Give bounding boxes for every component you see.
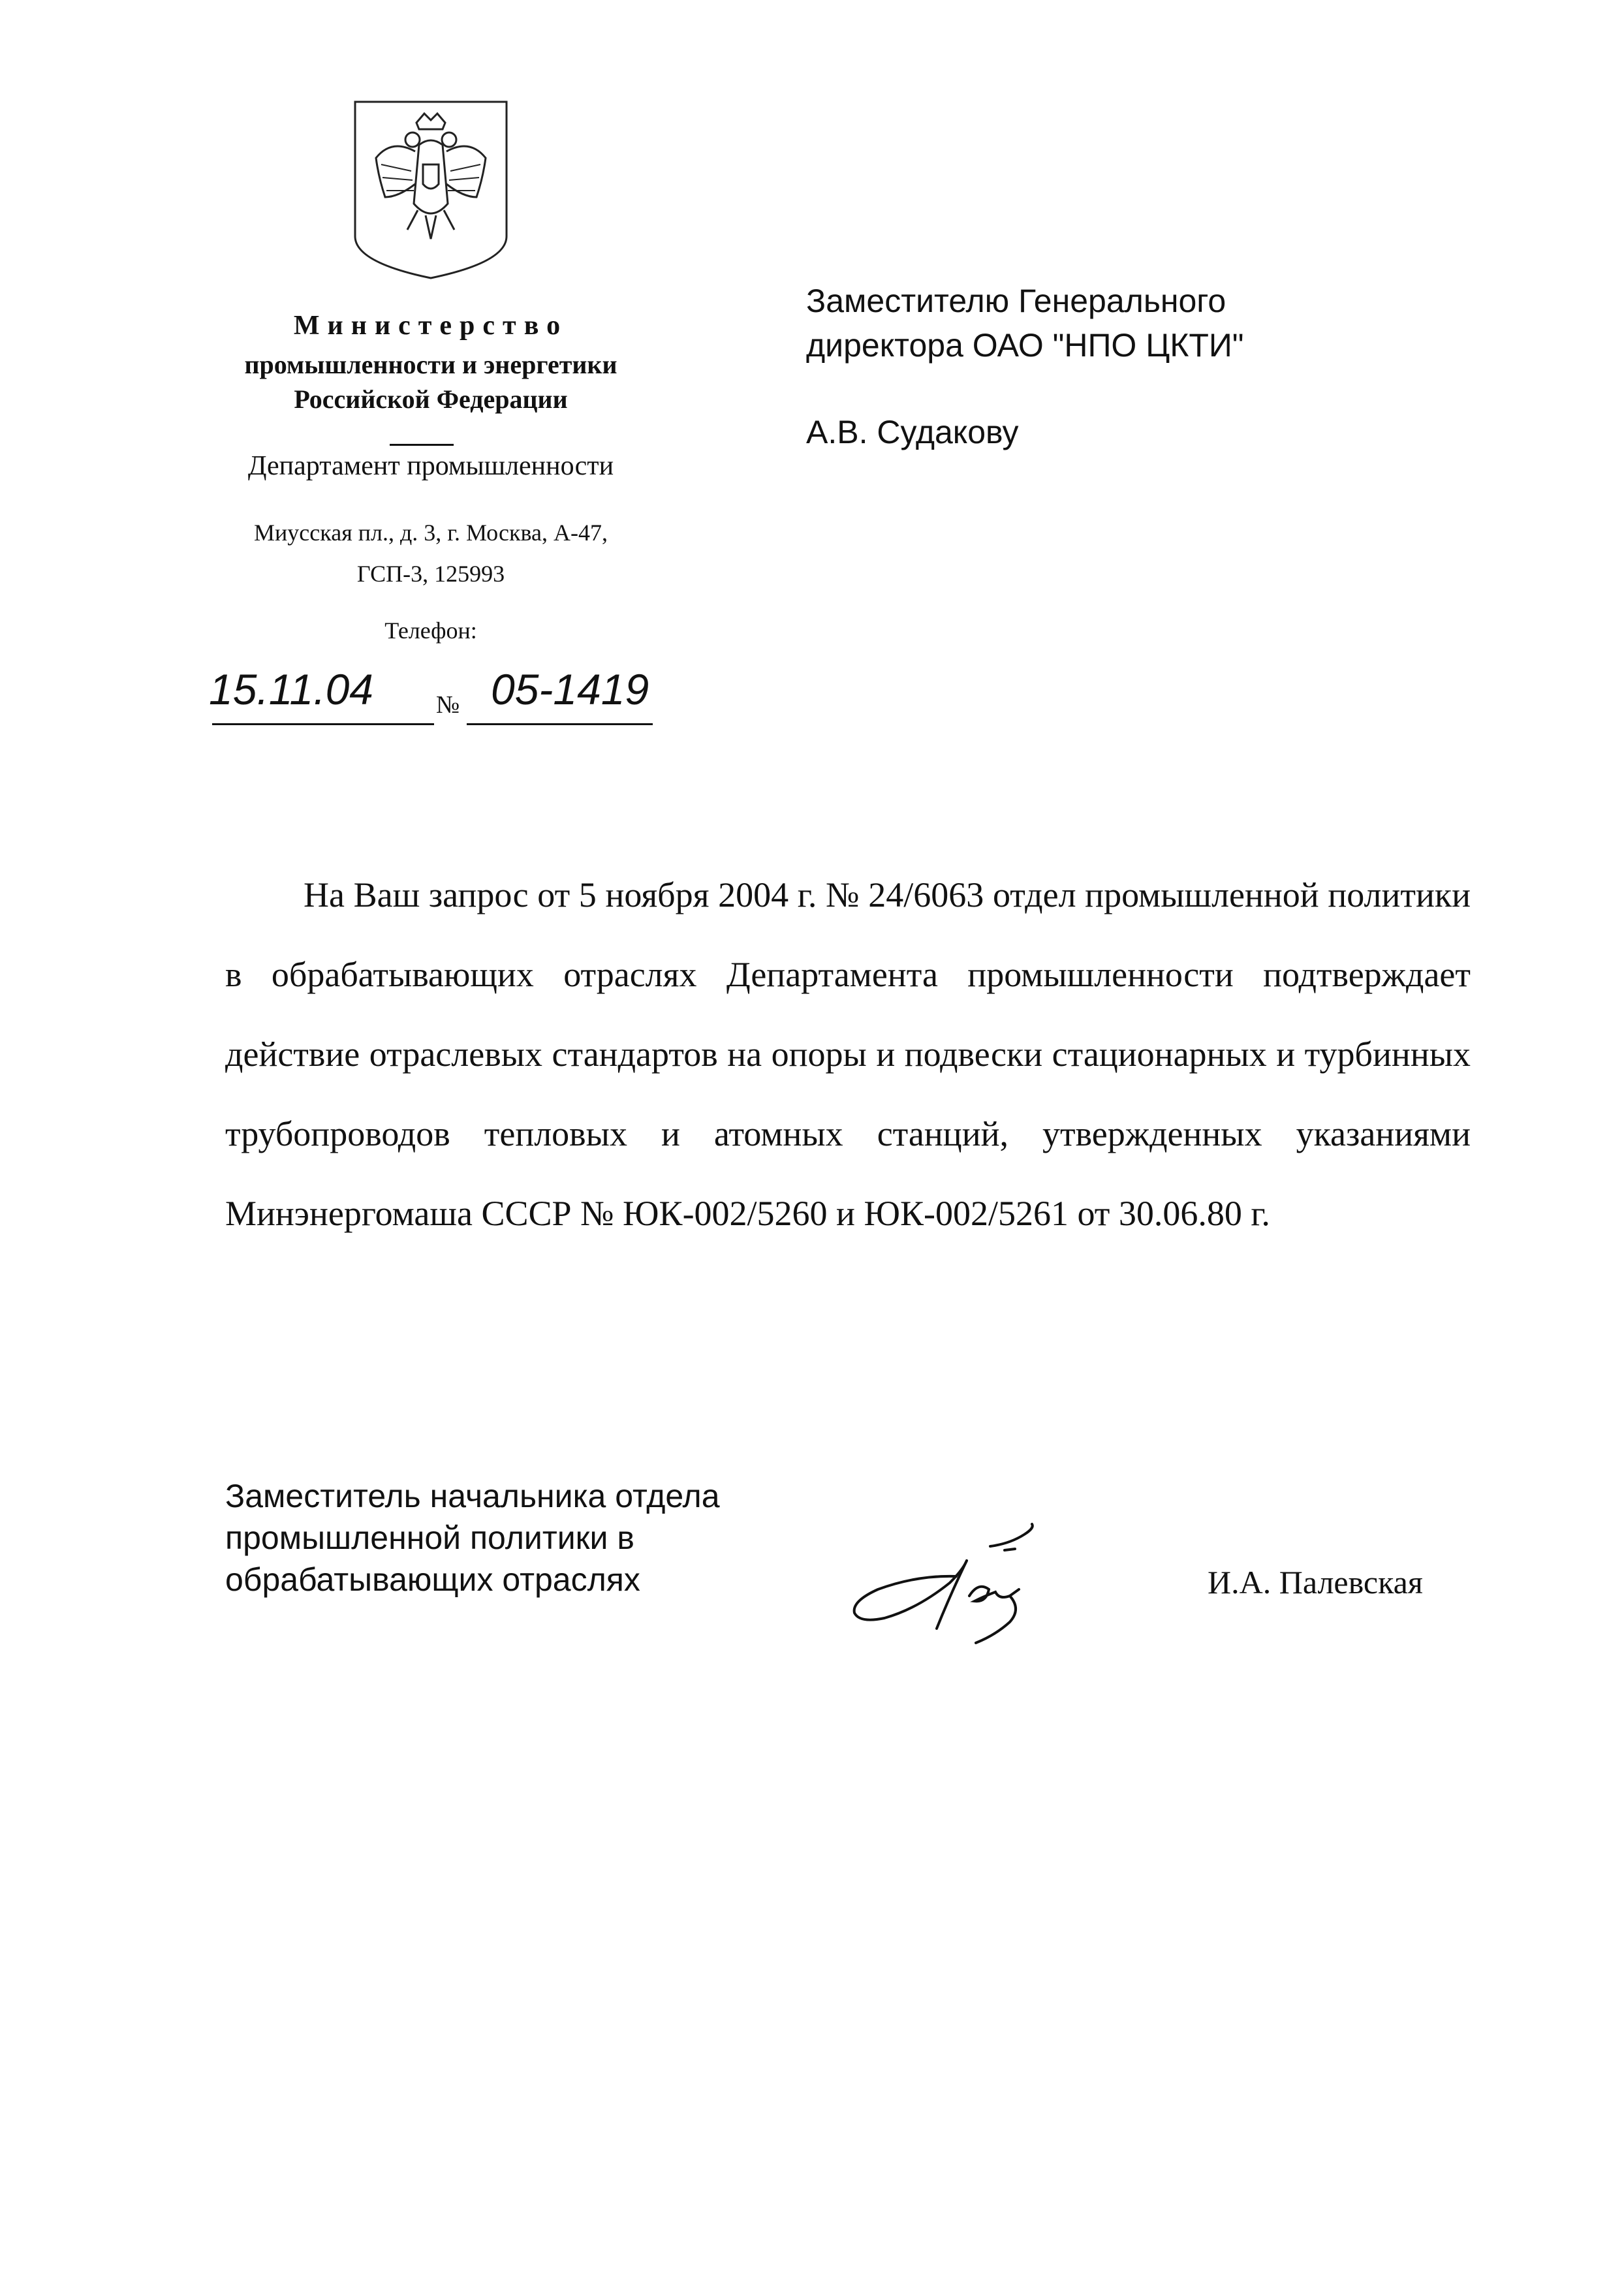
letterhead-divider	[390, 444, 454, 446]
signer-title-line3: обрабатывающих отраслях	[225, 1561, 640, 1598]
signer-name: И.А. Палевская	[1208, 1564, 1423, 1600]
letter-date: 15.11.04	[209, 665, 374, 713]
addressee-line2: директора ОАО "НПО ЦКТИ"	[806, 327, 1244, 364]
address-line2: ГСП-3, 125993	[356, 561, 505, 587]
addressee-line1: Заместителю Генерального	[806, 283, 1226, 319]
addressee-name: А.В. Судакову	[806, 414, 1019, 450]
number-underline	[467, 723, 653, 725]
signer-title-line2: промышленной политики в	[225, 1520, 634, 1556]
number-sign: №	[436, 691, 460, 719]
department-name: Департамент промышленности	[247, 451, 614, 481]
handwritten-signature-icon	[839, 1498, 1080, 1648]
letter-body: На Ваш запрос от 5 ноября 2004 г. № 24/6063 отдел промышленной политики в обрабатывающих отраслях Департамента промышленности подтверждает действие отраслевых стандартов на опоры и подвески стационарных и турбинных трубопроводов тепловых и атомных станций, утвержденных указаниями Минэнергомаша СССР № ЮК-002/5260 и ЮК-002/5261 от 30.06.80 г.	[225, 875, 1471, 1233]
phone-label: Телефон:	[384, 617, 477, 644]
date-underline	[212, 723, 434, 725]
ministry-name-line3: Российской Федерации	[294, 384, 568, 414]
ministry-name-line2: промышленности и энергетики	[244, 350, 617, 379]
coat-of-arms-icon	[352, 99, 509, 281]
letter-number: 05-1419	[491, 665, 649, 713]
address-line1: Миусская пл., д. 3, г. Москва, А-47,	[254, 520, 608, 546]
signer-title-line1: Заместитель начальника отдела	[225, 1478, 720, 1514]
ministry-name-line1: Министерство	[293, 311, 569, 341]
